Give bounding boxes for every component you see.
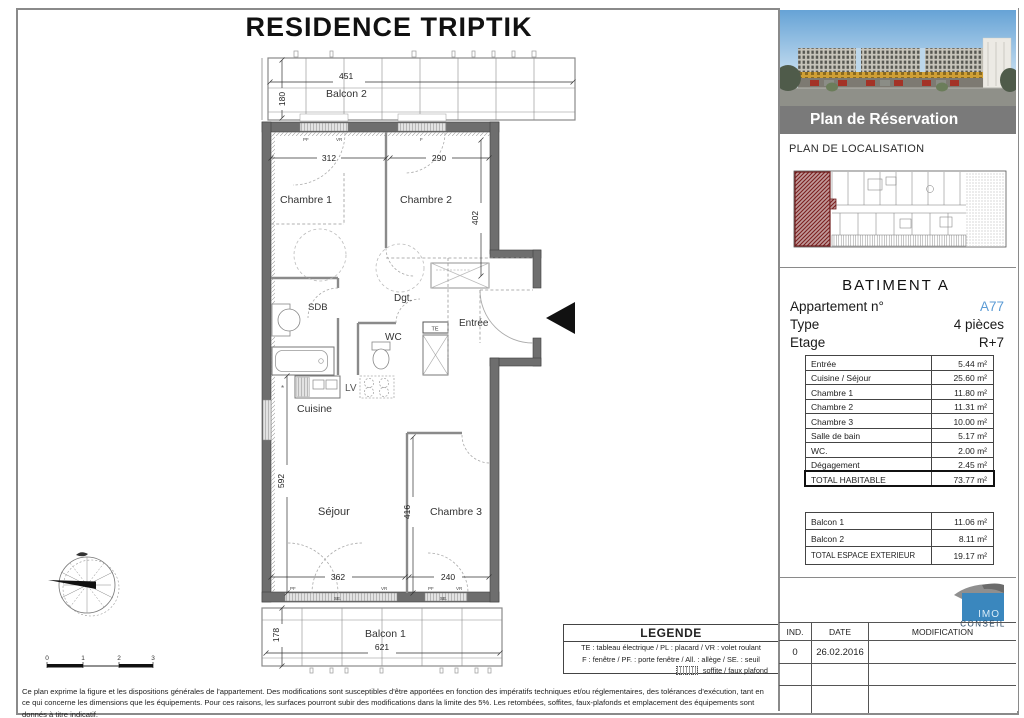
table-row: WC. 2.00 m² — [806, 443, 993, 458]
legend-line-2: F : fenêtre / PF. : porte fenêtre / All. : allège / SE. : seuil — [582, 654, 760, 664]
win-label-se2: SE. — [440, 596, 448, 601]
balcony-2-label: Balcon 2 — [326, 88, 367, 100]
win-label-pf3: PF — [428, 586, 434, 591]
table-row: Balcon 1 11.06 m² — [806, 513, 993, 530]
dim-balcon2-width: 451 — [339, 71, 354, 81]
lv-label: LV — [345, 383, 357, 394]
closet — [431, 263, 489, 288]
logo-sub: CONSEIL — [960, 619, 1006, 627]
rev-empty-cell — [779, 686, 812, 713]
dim-chambre1-w: 312 — [321, 153, 337, 163]
table-row: Chambre 3 10.00 m² — [806, 414, 993, 429]
win-label-se1: SE. — [334, 596, 342, 601]
entrance-arrow-icon — [546, 302, 575, 334]
page-title: RESIDENCE TRIPTIK — [245, 12, 533, 42]
etage-value: R+7 — [978, 335, 1004, 350]
win-label-pf2: PF — [290, 586, 296, 591]
scale-bar — [45, 655, 155, 668]
dim-right-h: 402 — [470, 210, 480, 226]
table-row: Balcon 2 8.11 m² — [806, 530, 993, 547]
balcony-1-label: Balcon 1 — [365, 628, 406, 640]
compass-icon — [48, 552, 119, 616]
wc-label: WC — [385, 332, 402, 343]
washbasin — [272, 304, 300, 336]
scale-2: 2 — [117, 655, 121, 662]
scale-3: 3 — [151, 655, 155, 662]
dim-chambre2-w: 290 — [431, 153, 447, 163]
rev-header-date: DATE — [812, 623, 869, 641]
table-row: Chambre 2 11.31 m² — [806, 400, 993, 415]
entrance-door — [480, 290, 533, 343]
ceiling-circle-1 — [294, 229, 346, 281]
legend-line-3: soffite / faux plafond — [702, 665, 768, 675]
revision-table — [779, 619, 1016, 713]
disclaimer-text: Ce plan exprime la figure et les dispositions générales de l'appartement. Des modifications sont susceptibles d'être apportées en fonction des impératifs techniques et/ou réglementaires, des tolérances d'exécution, tant en ce qui concerne les dimensions que les équipements. Pour ces raisons, les surfaces pourront subir des modifications dans la limite des 5%. Les retombées, soffites, faux-plafonds et emplacement des équipements sont donnés à titre indicatif. — [22, 687, 764, 718]
etage-label: Etage — [790, 335, 826, 350]
dim-chambre3-w: 240 — [440, 572, 456, 582]
te-label: TE — [431, 326, 439, 333]
dim-balcon1-w: 621 — [374, 642, 390, 652]
balcony-1 — [262, 608, 502, 673]
legend-line-1: TE : tableau électrique / PL : placard / VR : volet roulant — [581, 643, 761, 652]
rooms-table-total: TOTAL HABITABLE 73.77 m² — [804, 470, 995, 487]
scale-0: 0 — [45, 655, 49, 662]
apartment-label: Appartement n° — [790, 299, 884, 314]
dim-balcon1-h: 178 — [271, 627, 281, 643]
company-logo — [952, 579, 1014, 627]
dim-sejour-w: 362 — [330, 572, 346, 582]
batiment-title: BATIMENT A — [842, 277, 950, 294]
rev-empty-cell — [812, 686, 869, 713]
rooms-table — [805, 355, 994, 473]
bathtub — [272, 347, 334, 375]
chambre3-label: Chambre 3 — [430, 506, 482, 518]
win-label-vr: VR — [336, 137, 343, 142]
table-row: TOTAL ESPACE EXTERIEUR 19.17 m² — [806, 547, 993, 564]
table-row: Cuisine / Séjour 25.60 m² — [806, 371, 993, 386]
cuisine-label: Cuisine — [297, 403, 333, 415]
rev-row-date: 26.02.2016 — [812, 641, 869, 664]
apartment-value: A77 — [979, 299, 1004, 314]
rev-header-modification: MODIFICATION — [869, 623, 1016, 641]
type-value: 4 pièces — [953, 317, 1004, 332]
chambre2-label: Chambre 2 — [400, 194, 452, 206]
localisation-plan — [780, 161, 1016, 258]
table-row: Salle de bain 5.17 m² — [806, 429, 993, 444]
sidebar-divider-1 — [778, 267, 1016, 268]
rev-empty-cell — [779, 664, 812, 686]
balcony-2 — [262, 51, 575, 120]
rev-row-modification — [869, 641, 1016, 664]
win-label-vr3: VR — [456, 586, 463, 591]
win-label-pf: PF — [303, 137, 309, 142]
chambre1-label: Chambre 1 — [280, 194, 332, 206]
legend-title: LEGENDE — [564, 625, 778, 642]
legend-box — [563, 624, 779, 674]
sdb-label: SDB — [308, 302, 328, 313]
dim-chambre3-h: 416 — [402, 504, 412, 520]
balcony-table — [805, 512, 994, 565]
rev-header-ind: IND. — [779, 623, 812, 641]
win-label-f: F — [420, 137, 423, 142]
toilet — [372, 342, 390, 369]
scale-1: 1 — [81, 655, 85, 662]
sidebar-divider-2 — [778, 577, 1016, 578]
dim-balcon2-height: 180 — [277, 91, 287, 107]
dgt-label: Dgt. — [394, 293, 413, 304]
rev-empty-cell — [812, 664, 869, 686]
rev-row-ind: 0 — [779, 641, 812, 664]
localisation-title: PLAN DE LOCALISATION — [789, 143, 925, 155]
logo-name: IMO — [978, 609, 1000, 620]
rev-empty-cell — [869, 664, 1016, 686]
svg-text:*: * — [281, 384, 285, 393]
dim-sejour-h: 592 — [276, 473, 286, 489]
balcony-2-dims — [268, 58, 576, 121]
rev-empty-cell — [869, 686, 1016, 713]
banner-plan-reservation: Plan de Réservation — [780, 106, 1016, 134]
ceiling-circle-2 — [376, 244, 424, 292]
table-row: Chambre 1 11.80 m² — [806, 385, 993, 400]
kitchen-fixtures — [281, 376, 394, 398]
soffit-swatch-icon — [676, 666, 698, 675]
insulation-top — [271, 132, 490, 136]
left-window — [263, 400, 271, 440]
win-label-vr2: VR — [381, 586, 388, 591]
sejour-label: Séjour — [318, 506, 350, 518]
table-row: Entrée 5.44 m² — [806, 356, 993, 371]
type-label: Type — [790, 317, 820, 332]
table-row: Dégagement 2.45 m² — [806, 458, 993, 473]
building-photo — [780, 10, 1016, 106]
entree-label: Entrée — [459, 318, 489, 329]
